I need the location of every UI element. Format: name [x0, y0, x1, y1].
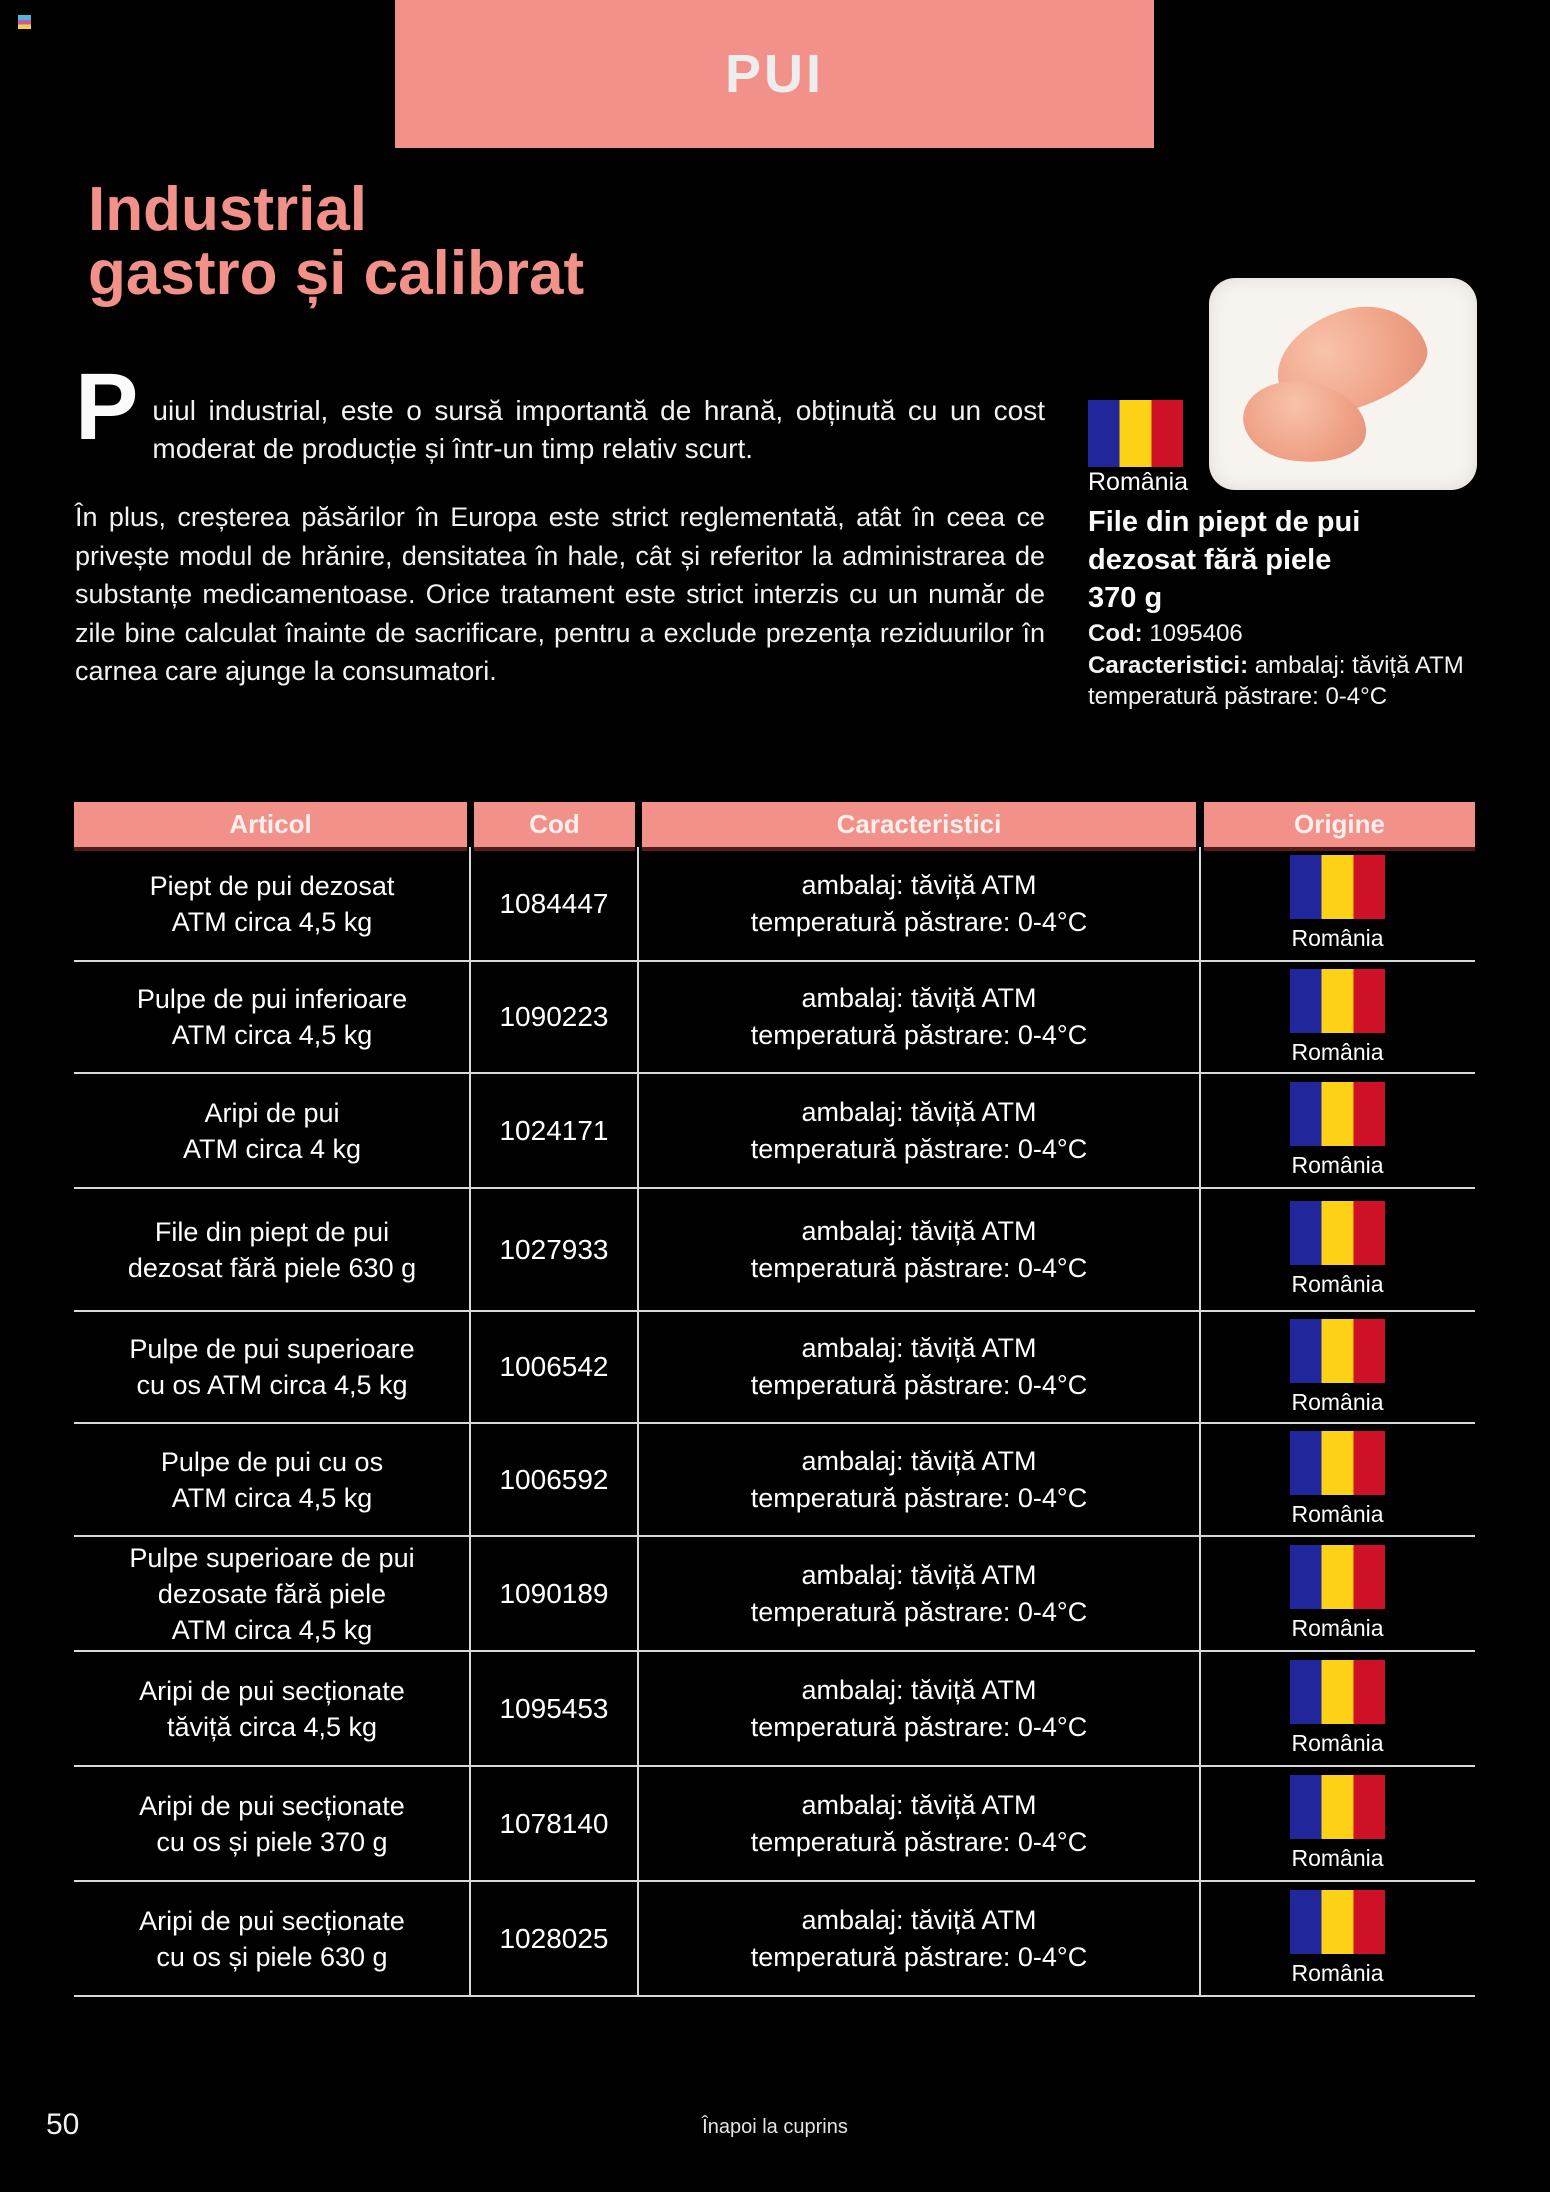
table-row: [74, 1767, 1475, 1882]
articol-cell: Pulpe superioare de pui dezosate fără piele ATM circa 4,5 kg: [129, 1542, 415, 1645]
romania-flag-icon: [1290, 969, 1385, 1033]
category-banner: [395, 0, 1154, 148]
cod-cell: 1006542: [499, 1351, 609, 1382]
origin-label: România: [1291, 1501, 1384, 1527]
featured-caracteristici-line2: temperatură păstrare: 0-4°C: [1088, 683, 1388, 710]
intro-paragraph-1-text: uiul industrial, este o sursă importantă de hrană, obținută cu un cost moderat de producție și într-un timp relativ scurt.: [152, 395, 1045, 464]
header-caracteristici: Caracteristici: [642, 802, 1196, 847]
origin-label: România: [1291, 1615, 1384, 1641]
table-header-row: [74, 802, 1475, 847]
table-row: [74, 962, 1475, 1074]
section-heading-line2: gastro și calibrat: [88, 239, 585, 308]
origin-label: România: [1291, 1038, 1384, 1065]
featured-title-line2: dezosat fără piele: [1088, 544, 1332, 576]
caracteristici-cell: ambalaj: tăviță ATM temperatură păstrare: 0-4°C: [750, 1333, 1088, 1400]
featured-product-title: [1088, 503, 1508, 617]
back-to-contents-link[interactable]: Înapoi la cuprins: [702, 2116, 848, 2138]
romania-flag-icon: [1290, 1545, 1385, 1609]
articol-cell: File din piept de pui dezosat fără piele 630 g: [127, 1216, 417, 1283]
origine-cell: [1200, 1767, 1475, 1880]
romania-flag-icon: [1290, 1890, 1385, 1954]
table-row: [74, 1424, 1475, 1537]
table-row: [74, 1537, 1475, 1652]
romania-flag-icon: [1290, 855, 1385, 919]
caracteristici-value: ambalaj: tăviță ATM: [1254, 652, 1464, 679]
romania-flag-icon: [1290, 1431, 1385, 1495]
origine-cell: [1200, 1882, 1475, 1995]
product-photo: [1209, 278, 1477, 490]
table-row: [74, 1652, 1475, 1767]
featured-cod: [1088, 620, 1243, 648]
articol-cell: Pulpe de pui cu os ATM circa 4,5 kg: [160, 1446, 384, 1513]
corner-stripe-logo-icon: [18, 15, 31, 29]
origine-cell: [1200, 1652, 1475, 1765]
featured-title-line3: 370 g: [1088, 582, 1163, 614]
table-row: [74, 1189, 1475, 1312]
origin-label: România: [1291, 1960, 1384, 1986]
cod-cell: 1090189: [499, 1577, 609, 1609]
articol-cell: Pulpe de pui inferioare ATM circa 4,5 kg: [136, 984, 408, 1050]
romania-flag-icon: [1088, 400, 1183, 467]
caracteristici-cell: ambalaj: tăviță ATM temperatură păstrare: 0-4°C: [750, 1559, 1088, 1627]
caracteristici-cell: ambalaj: tăviță ATM temperatură păstrare: 0-4°C: [750, 1445, 1088, 1513]
origine-cell: [1200, 1189, 1475, 1310]
origin-label: România: [1291, 1271, 1384, 1297]
table-row: [74, 1074, 1475, 1189]
origine-cell: [1200, 962, 1475, 1072]
articol-cell: Aripi de pui ATM circa 4 kg: [182, 1097, 362, 1164]
header-cod: Cod: [474, 802, 635, 847]
origine-cell: [1200, 1312, 1475, 1422]
table-row: [74, 1312, 1475, 1424]
cod-cell: 1006592: [499, 1463, 609, 1495]
caracteristici-cell: ambalaj: tăviță ATM temperatură păstrare: 0-4°C: [750, 1904, 1088, 1972]
cod-cell: 1078140: [499, 1807, 609, 1839]
caracteristici-cell: ambalaj: tăviță ATM temperatură păstrare: 0-4°C: [750, 983, 1088, 1050]
articol-cell: Aripi de pui secționate cu os și piele 370 g: [139, 1790, 405, 1857]
intro-paragraph-1: [75, 354, 1045, 468]
intro-paragraph-2: În plus, creșterea păsărilor în Europa este strict reglementată, atât în ceea ce privește modul de hrănire, densitatea în hale, cât și referitor la administrarea de substanțe medicamentoase. Orice tratament este strict interzis cu un număr de zile bine calculat înainte de sacrificare, pentru a exclude prezența reziduurilor în carnea care ajunge la consumatori.: [75, 502, 1045, 686]
featured-caracteristici-line1: [1088, 650, 1518, 681]
cod-label: Cod:: [1088, 620, 1143, 647]
caracteristici-cell: ambalaj: tăviță ATM temperatură păstrare: 0-4°C: [750, 869, 1088, 937]
origin-label: România: [1291, 1845, 1384, 1871]
cod-cell: 1095453: [499, 1692, 609, 1724]
caracteristici-cell: ambalaj: tăviță ATM temperatură păstrare: 0-4°C: [750, 1674, 1088, 1742]
articol-cell: Pulpe de pui superioare cu os ATM circa 4,5 kg: [129, 1334, 415, 1400]
header-origine: Origine: [1204, 802, 1475, 847]
origin-label: România: [1291, 1730, 1384, 1756]
romania-flag-icon: [1290, 1775, 1385, 1839]
articol-cell: Aripi de pui secționate cu os și piele 630 g: [139, 1905, 405, 1972]
cod-cell: 1027933: [499, 1233, 609, 1265]
cod-value: 1095406: [1149, 620, 1243, 647]
caracteristici-cell: ambalaj: tăviță ATM temperatură păstrare: 0-4°C: [750, 1789, 1088, 1857]
romania-flag-icon: [1290, 1082, 1385, 1146]
romania-flag-icon: [1290, 1660, 1385, 1724]
articol-cell: Piept de pui dezosat ATM circa 4,5 kg: [149, 870, 395, 937]
column-divider: [637, 847, 639, 1997]
cod-cell: 1028025: [499, 1922, 609, 1954]
header-articol: Articol: [74, 802, 467, 847]
romania-flag-icon: [1290, 1201, 1385, 1265]
dropcap-letter: P: [75, 354, 139, 460]
category-title: PUI: [724, 44, 825, 104]
table-row: [74, 847, 1475, 962]
caracteristici-label: Caracteristici:: [1088, 652, 1249, 679]
cod-cell: 1024171: [499, 1114, 609, 1146]
articol-cell: Aripi de pui secționate tăviță circa 4,5 kg: [139, 1675, 405, 1742]
origin-label: România: [1291, 1152, 1384, 1178]
caracteristici-cell: ambalaj: tăviță ATM temperatură păstrare: 0-4°C: [750, 1096, 1088, 1164]
caracteristici-cell: ambalaj: tăviță ATM temperatură păstrare: 0-4°C: [750, 1215, 1088, 1283]
cod-cell: 1090223: [499, 1001, 609, 1032]
romania-flag-icon: [1290, 1319, 1385, 1383]
products-table: [74, 802, 1475, 1997]
origine-cell: [1200, 847, 1475, 960]
cod-cell: 1084447: [499, 887, 609, 919]
section-heading: [88, 175, 585, 308]
origin-label: România: [1291, 925, 1384, 951]
origine-cell: [1200, 1424, 1475, 1535]
featured-title-line1: File din piept de pui: [1088, 506, 1361, 538]
origine-cell: [1200, 1537, 1475, 1650]
column-divider: [469, 847, 471, 1997]
origine-cell: [1200, 1074, 1475, 1187]
page-number: 50: [46, 2108, 80, 2141]
table-row: [74, 1882, 1475, 1997]
featured-origin-label: România: [1088, 468, 1189, 496]
table-body: [74, 847, 1475, 1997]
featured-caracteristici: [1088, 650, 1518, 712]
section-heading-line1: Industrial: [88, 175, 368, 244]
origin-label: România: [1291, 1388, 1384, 1415]
column-divider: [1199, 847, 1201, 1997]
